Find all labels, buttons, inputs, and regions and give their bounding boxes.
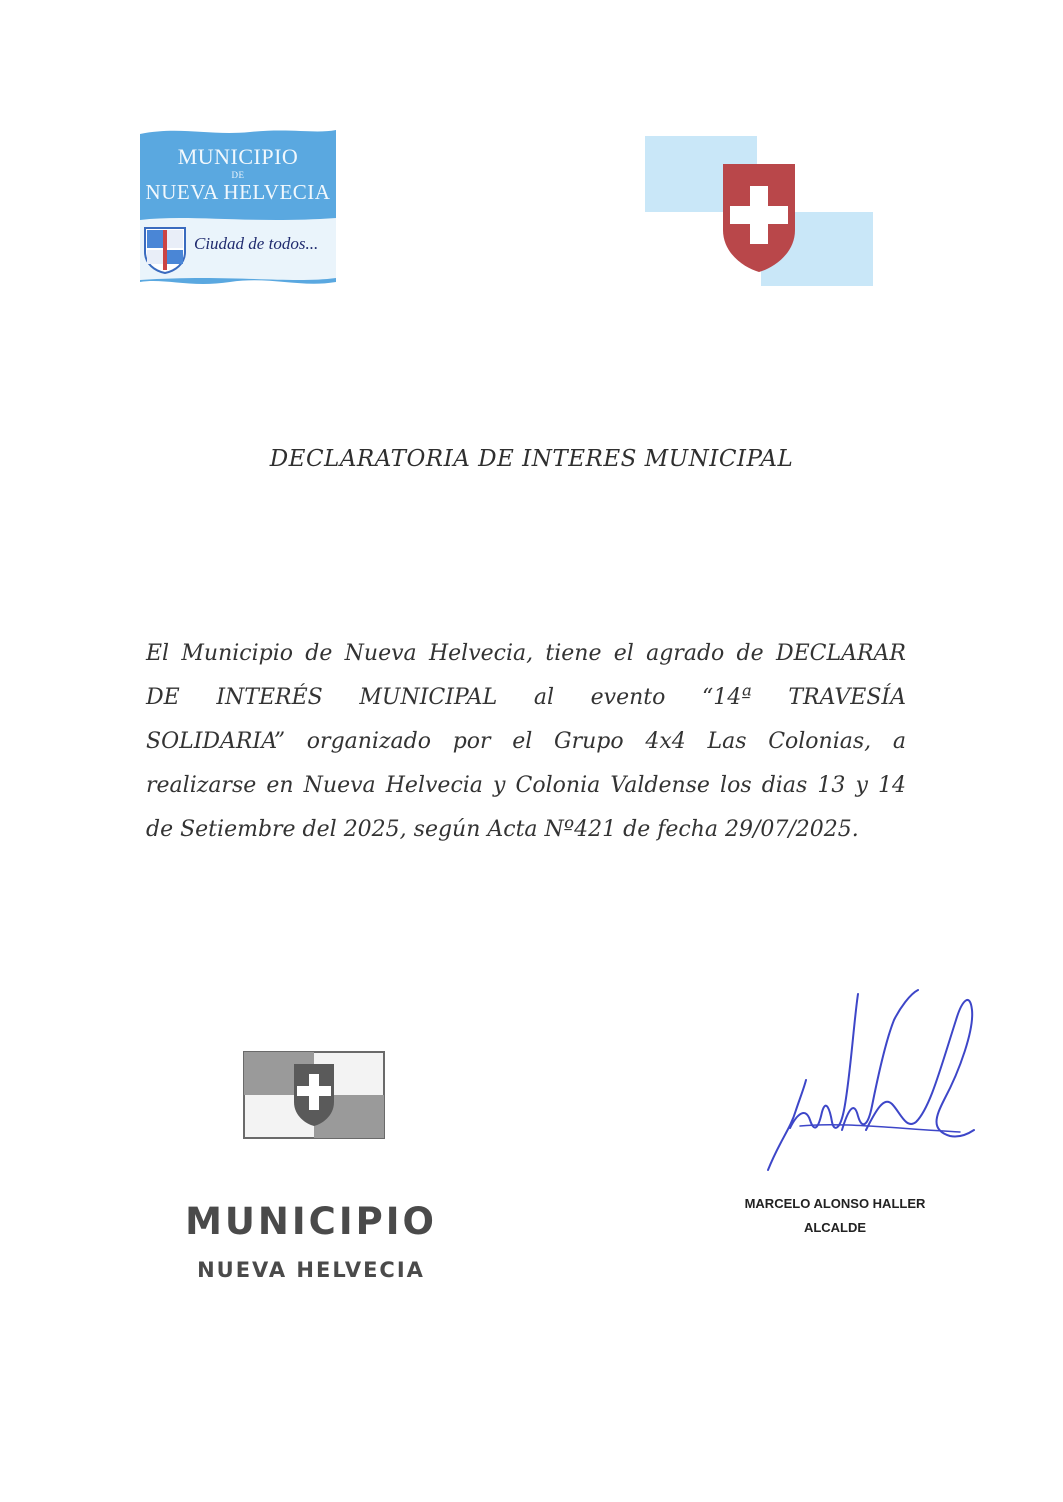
handwritten-signature-icon <box>760 980 980 1180</box>
paragraph-line: SOLIDARIA” organizado por el Grupo 4x4 Las Colonias, a <box>146 729 906 754</box>
swiss-cross-shield-icon <box>645 136 875 288</box>
declaration-paragraph <box>146 632 906 852</box>
signer-role: ALCALDE <box>803 1220 867 1235</box>
logo-line-nueva-helvecia: NUEVA HELVECIA <box>145 180 331 204</box>
paragraph-line: El Municipio de Nueva Helvecia, tiene el agrado de DECLARAR <box>146 641 906 666</box>
paragraph-line: de Setiembre del 2025, según Acta Nº421 de fecha 29/07/2025. <box>146 817 859 842</box>
municipal-stamp <box>176 1050 456 1282</box>
logo-line-municipio: MUNICIPIO <box>177 144 299 169</box>
paragraph-line: realizarse en Nueva Helvecia y Colonia Valdense los dias 13 y 14 <box>146 773 906 798</box>
stamp-text-nueva-helvecia: NUEVA HELVECIA <box>197 1258 425 1282</box>
municipio-logo <box>140 128 336 288</box>
mayor-signature <box>760 980 980 1180</box>
stamp-text-municipio: MUNICIPIO <box>185 1200 437 1243</box>
stamp-flag-icon <box>242 1050 386 1140</box>
logo-line-de: DE <box>231 170 245 180</box>
paragraph-line: DE INTERÉS MUNICIPAL al evento “14ª TRAVESÍA <box>146 685 906 710</box>
logo-motto: Ciudad de todos... <box>194 234 319 253</box>
document-title: DECLARATORIA DE INTERES MUNICIPAL <box>269 446 794 472</box>
swiss-flag-logo <box>645 136 875 288</box>
signer-name: MARCELO ALONSO HALLER <box>744 1196 926 1211</box>
coat-of-arms-icon <box>143 226 187 274</box>
